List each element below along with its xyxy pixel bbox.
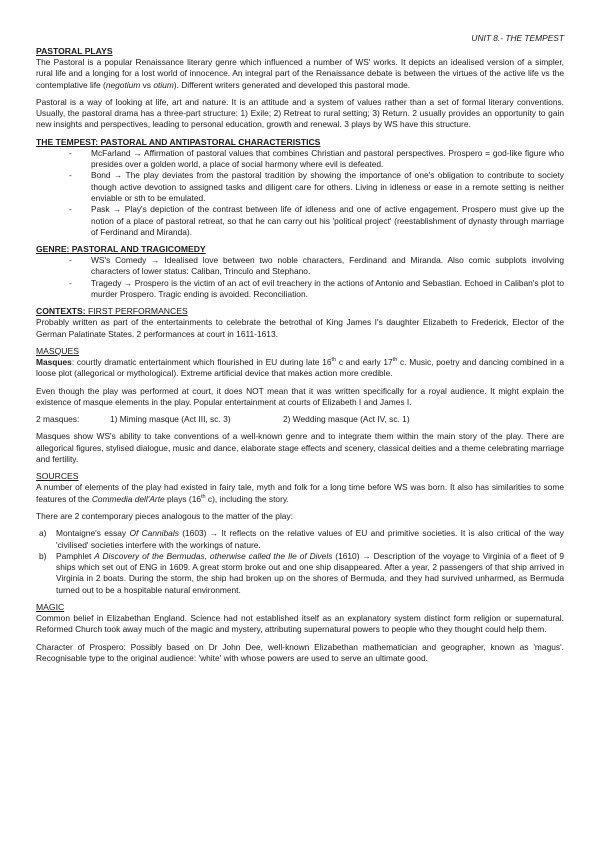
text-run: c), including the story.	[205, 493, 289, 504]
text-run: ). Different writers generated and developed this pastoral mode.	[173, 79, 411, 90]
masques-paragraph-3: Masques show WS's ability to take conventions of a well-known genre and to integrate them within the main story of the play. There are allegorical figures, stylised dialogue, music and dance, elaborate stage effects and scenery, classical deities and a theme celebrating marriage and fertility.	[36, 431, 564, 465]
masque-item-2: 2) Wedding masque (Act IV, sc. 1)	[283, 414, 410, 425]
list-item	[39, 528, 564, 551]
text-run: (1610) → Description of the voyage to Virginia of a fleet of 9 ships which set out of ENG in 1609. A great storm broke out and one ship disappeared. After a year, 2 passengers of that ship arrived in Virginia in 2 boats. During the storm, the ship had broken up on the shores of Bermuda, and they had survived unharmed, as Bermuda turned out to be a hospitable natural environment.	[56, 550, 564, 595]
section-magic	[36, 602, 564, 664]
heading-pastoral-plays: PASTORAL PLAYS	[36, 46, 113, 56]
heading-genre: GENRE: PASTORAL AND TRAGICOMEDY	[36, 244, 206, 255]
two-masques-label: 2 masques:	[36, 414, 80, 425]
heading-tempest-characteristics: THE TEMPEST: PASTORAL AND ANTIPASTORAL CHARACTERISTICS	[36, 136, 321, 147]
heading-sources: SOURCES	[36, 471, 79, 482]
genre-list	[36, 255, 564, 300]
text-run: Montaigne's essay	[56, 528, 130, 539]
text-run: FIRST PERFORMANCES	[85, 306, 188, 317]
masques-two-list	[36, 414, 564, 425]
list-item: - Pask → Play's depiction of the contrast between life of idleness and one of active engagement. Prospero must give up the notion of a place of pastoral retreat, so that he can carry out his 'political project' (reestablishment of dynasty through marriage of Ferdinand and Miranda).	[91, 204, 564, 238]
masques-paragraph-2: Even though the play was performed at court, it does NOT mean that it was written specifically for a royal audience. It might explain the existence of masque elements in the play. Popular entertainment at courts of Elizabeth I and James I.	[36, 385, 564, 407]
text-run: : courtly dramatic entertainment which flourished in EU during late 16	[71, 356, 332, 367]
section-genre	[36, 244, 564, 300]
text-run: Of Cannibals	[129, 528, 179, 539]
magic-paragraph-1: Common belief in Elizabethan England. Science had not established itself as an explanatory system distinct form religion or supernatural. Reformed Church took away much of the magic and mystery, attributing supernatural powers to people who they thought could help them.	[36, 612, 564, 635]
section-sources	[36, 471, 564, 596]
pastoral-paragraph-1	[36, 57, 564, 91]
section-contexts	[36, 306, 564, 340]
text-run: plays (16	[164, 493, 202, 504]
section-tempest-characteristics	[36, 137, 564, 238]
text-run: Pamphlet	[56, 550, 95, 561]
text-run: CONTEXTS:	[36, 306, 86, 317]
unit-header: UNIT 8.- THE TEMPEST	[471, 33, 564, 43]
sources-paragraph-1	[36, 482, 564, 505]
heading-masques: MASQUES	[36, 345, 79, 356]
list-item: - Tragedy → Prospero is the victim of an act of evil treachery in the actions of Antonio and Sebastian. Echoed in Caliban's plot to murder Prospero. Tragic ending is avoided. Reconciliation.	[91, 278, 564, 301]
heading-magic: MAGIC	[36, 601, 65, 612]
text-run: c and early 17	[336, 356, 393, 367]
masques-paragraph-1	[36, 357, 564, 380]
text-run: The Pastoral is a popular Renaissance literary genre which influenced a number of WS' works. It depicts an idealised version of a simpler, rural life and a longing for a lost world of innocence. An integral part of the Renaissance debate is between the virtues of the active life vs the contemplative life (	[36, 57, 564, 90]
text-run: negotium	[105, 79, 141, 90]
sources-paragraph-2: There are 2 contemporary pieces analogous to the matter of the play:	[36, 510, 293, 521]
section-pastoral-plays	[36, 46, 564, 131]
text-run: Commedia dell'Arte	[91, 493, 165, 504]
text-run: th	[201, 493, 206, 500]
text-run: c. Music, poetry and dancing combined in a loose plot (allegorical or mythological). Extreme artificial device that makes action more credible.	[36, 356, 565, 379]
section-masques	[36, 346, 564, 465]
text-run: Masques	[36, 356, 72, 367]
list-item: - McFarland → Affirmation of pastoral values that combines Christian and pastoral perspectives. Prospero = god-like figure who presides over a golden world, a place of social harmony where evil is defeated.	[91, 148, 564, 171]
masque-item-1: 1) Miming masque (Act III, sc. 3)	[110, 414, 231, 425]
document-page	[36, 24, 564, 664]
list-marker: a)	[39, 528, 47, 539]
tempest-list	[36, 148, 564, 238]
sources-list	[36, 528, 564, 596]
text-run: (1603) → It reflects on the relative values of EU and primitive societies. It is also critical of the way 'civilised' societies interfere with the workings of nature.	[56, 528, 564, 550]
heading-contexts	[36, 306, 564, 317]
list-item: - Bond → The play deviates from the pastoral tradition by showing the importance of one's obligation to contribute to society though active devotion to assigned tasks and diligent care for others. Living in idleness or ease in a remote setting is neither enviable or sth to be emulated.	[91, 170, 564, 204]
text-run: A number of elements of the play had existed in fairy tale, myth and folk for a long time before WS was born. It also has similarities to some features of the	[36, 482, 564, 504]
pastoral-paragraph-2: Pastoral is a way of looking at life, art and nature. It is an attitude and a system of values rather than a set of formal literary conventions. Usually, the pastoral drama has a three-part structure: 1) Exile; 2) Retreat to rural setting; 3) Return. 2 usually provides an opportunity to gain new insights and perspectives, leading to personal education, growth and renewal. 3 plays by WS have this structure.	[36, 96, 564, 130]
text-run: th	[392, 357, 398, 364]
list-item	[39, 550, 564, 596]
magic-paragraph-2: Character of Prospero: Possibly based on Dr John Dee, well-known Elizabethan mathematician and geographer, known as 'magus'. Recognisable type to the original audience: 'white' with whose powers are used to serve an ultimate good.	[36, 641, 564, 663]
list-item: - WS's Comedy → Idealised love between two noble characters, Ferdinand and Miranda. Also comic subplots involving characters of lower status: Caliban, Trinculo and Stephano.	[91, 255, 564, 278]
text-run: otium	[153, 79, 174, 90]
list-marker: b)	[39, 550, 47, 561]
text-run: A Discovery of the Bermudas, otherwise called the Ile of Divels	[94, 550, 333, 561]
contexts-paragraph: Probably written as part of the entertainments to celebrate the betrothal of King James I's daughter Elizabeth to Frederick, Elector of the German Palatinate States. 2 performances at court in 1611-1613.	[36, 317, 564, 339]
text-run: th	[331, 357, 337, 364]
text-run: vs	[140, 79, 154, 90]
